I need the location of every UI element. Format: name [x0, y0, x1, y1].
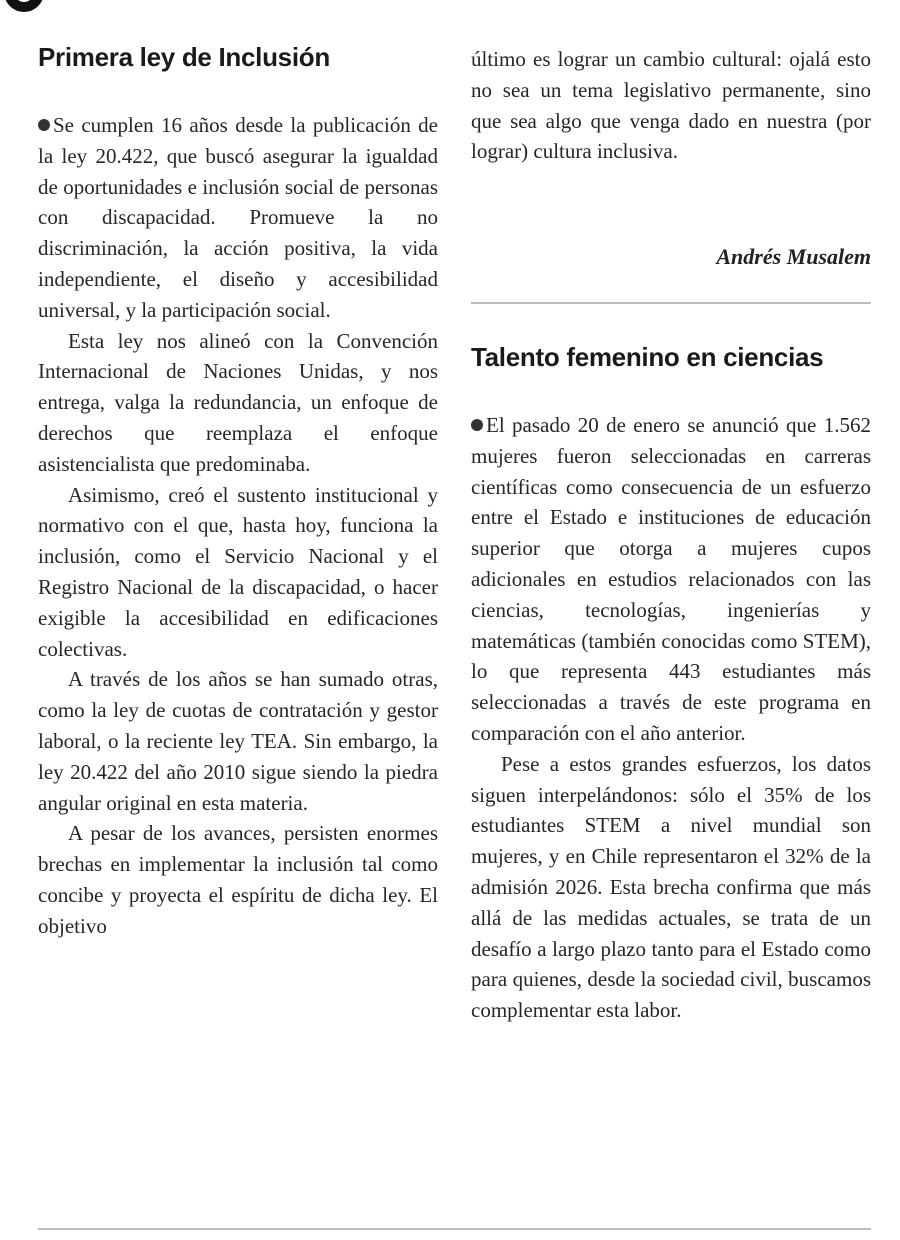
section-logo-mark	[4, 0, 44, 12]
page-bottom-divider	[38, 1228, 871, 1230]
article-headline-inclusion: Primera ley de Inclusión	[38, 42, 330, 72]
article-byline: Andrés Musalem	[716, 244, 871, 269]
article-paragraph: A través de los años se han sumado otras, como la ley de cuotas de contratación y gestor laboral, o la reciente ley TEA. Sin embargo, la ley 20.422 del año 2010 sigue siendo la piedra angular original en esta materia.	[38, 667, 438, 815]
bullet-icon	[471, 419, 483, 431]
article-paragraph: Asimismo, creó el sustento institucional y normativo con el que, hasta hoy, funciona la inclusión, como el Servicio Nacional y el Registro Nacional de la discapacidad, o hacer exigible la accesibilidad en edificaciones colectivas.	[38, 482, 438, 661]
bullet-icon	[38, 119, 50, 131]
article-paragraph: El pasado 20 de enero se anunció que 1.562 mujeres fueron seleccionadas en carreras científicas como consecuencia de un esfuerzo entre el Estado e instituciones de educación superior que otorga a mujeres cupos adicionales en estudios relacionados con las ciencias, tecnologías, ingenierías y matemáticas (también conocidas como STEM), lo que representa 443 estudiantes más seleccionadas a través de este programa en comparación con el año anterior.	[471, 413, 871, 745]
article-paragraph: Esta ley nos alineó con la Convención Internacional de Naciones Unidas, y nos entrega, valga la redundancia, un enfoque de derechos que reemplaza el enfoque asistencialista que predominaba.	[38, 328, 438, 476]
article-paragraph: último es lograr un cambio cultural: ojalá esto no sea un tema legislativo permanente, sino que sea algo que venga dado en nuestra (por lograr) cultura inclusiva.	[471, 47, 871, 164]
article-paragraph: A pesar de los avances, persisten enormes brechas en implementar la inclusión tal como concibe y proyecta el espíritu de dicha ley. El objetivo	[38, 821, 438, 938]
article-headline-talento: Talento femenino en ciencias	[471, 342, 824, 372]
article-body-inclusion	[38, 110, 438, 942]
article-divider	[471, 302, 871, 304]
article-continuation-inclusion	[471, 44, 871, 167]
article-paragraph: Se cumplen 16 años desde la publicación de la ley 20.422, que buscó asegurar la igualdad de oportunidades e inclusión social de personas con discapacidad. Promueve la no discriminación, la acción positiva, la vida independiente, el diseño y accesibilidad universal, y la participación social.	[38, 113, 438, 322]
article-paragraph: Pese a estos grandes esfuerzos, los datos siguen interpelándonos: sólo el 35% de los estudiantes STEM a nivel mundial son mujeres, y en Chile representaron el 32% de la admisión 2026. Esta brecha confirma que más allá de las medidas actuales, se trata de un desafío a largo plazo tanto para el Estado como para quienes, desde la sociedad civil, buscamos complementar esta labor.	[471, 751, 871, 1023]
article-body-talento	[471, 410, 871, 1026]
